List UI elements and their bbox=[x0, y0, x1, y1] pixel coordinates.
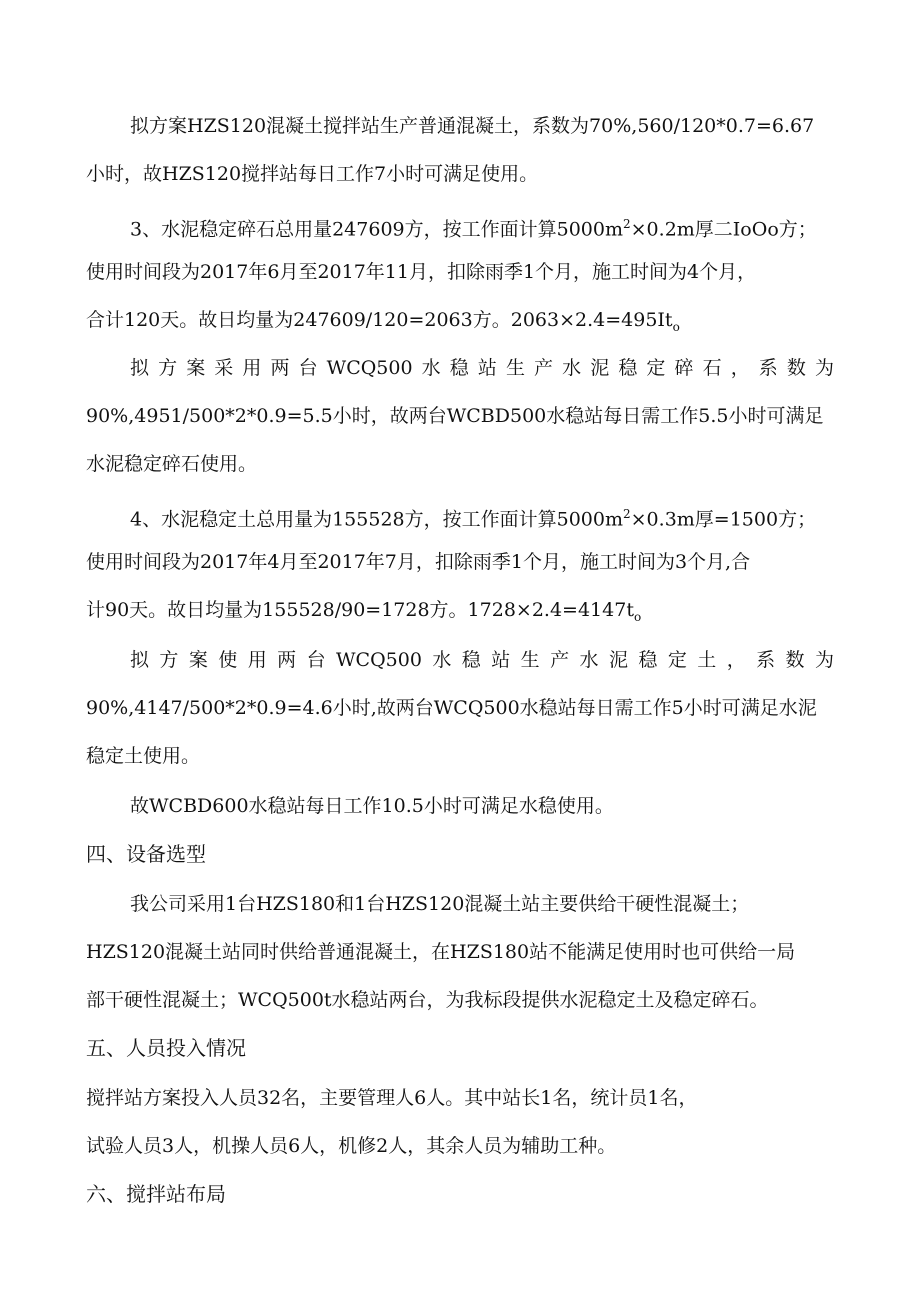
paragraph-line: 拟方案采用两台WCQ500水稳站生产水泥稳定碎石，系数为 bbox=[130, 357, 834, 379]
paragraph-line bbox=[130, 210, 834, 243]
paragraph-line: 拟方案使用两台WCQ500水稳站生产水泥稳定土，系数为 bbox=[130, 649, 834, 671]
text-run: ×0.3m厚=1500方； bbox=[630, 508, 817, 531]
paragraph-line: 90%,4951/500*2*0.9=5.5小时，故两台WCBD500水稳站每日需工作5.5小时可满足 bbox=[86, 405, 824, 427]
text-run: 合计120天。故日均量为247609/120=2063方。2063×2.4=495It bbox=[86, 309, 673, 331]
paragraph-line: 故WCBD600水稳站每日工作10.5小时可满足水稳使用。 bbox=[130, 795, 614, 817]
subscript: o bbox=[633, 609, 642, 624]
text-run: ×0.2m厚二IoOo方； bbox=[630, 218, 817, 241]
paragraph-line bbox=[86, 306, 834, 341]
paragraph-line: 水泥稳定碎石使用。 bbox=[86, 453, 258, 475]
section-heading: 四、设备选型 bbox=[86, 842, 206, 866]
paragraph-line: 使用时间段为2017年4月至2017年7月，扣除雨季1个月，施工时间为3个月,合 bbox=[86, 551, 751, 573]
text-run: 计90天。故日均量为155528/90=1728方。1728×2.4=4147t bbox=[86, 599, 634, 621]
paragraph-line: 使用时间段为2017年6月至2017年11月，扣除雨季1个月，施工时间为4个月， bbox=[86, 261, 757, 283]
paragraph-line bbox=[86, 596, 834, 631]
paragraph-line: 我公司采用1台HZS180和1台HZS120混凝土站主要供给干硬性混凝土； bbox=[130, 893, 750, 915]
paragraph-line: HZS120混凝土站同时供给普通混凝土，在HZS180站不能满足使用时也可供给一局 bbox=[86, 941, 796, 963]
paragraph-line: 小时，故HZS120搅拌站每日工作7小时可满足使用。 bbox=[86, 163, 539, 185]
text-run: 3、水泥稳定碎石总用量247609方，按工作面计算5000m bbox=[130, 218, 623, 241]
paragraph-line bbox=[130, 500, 834, 533]
superscript: 2 bbox=[623, 507, 631, 521]
subscript: o bbox=[672, 319, 680, 334]
paragraph-line: 搅拌站方案投入人员32名，主要管理人6人。其中站长1名，统计员1名， bbox=[86, 1087, 698, 1109]
paragraph-line: 部干硬性混凝土；WCQ500t水稳站两台，为我标段提供水泥稳定土及稳定碎石。 bbox=[86, 989, 769, 1011]
section-heading: 六、搅拌站布局 bbox=[86, 1182, 226, 1206]
paragraph-line: 90%,4147/500*2*0.9=4.6小时,故两台WCQ500水稳站每日需工作5小时可满足水泥 bbox=[86, 697, 817, 719]
paragraph-line: 拟方案HZS120混凝土搅拌站生产普通混凝土，系数为70%,560/120*0.7=6.67 bbox=[130, 115, 815, 137]
paragraph-line: 稳定土使用。 bbox=[86, 745, 201, 767]
section-heading: 五、人员投入情况 bbox=[86, 1036, 246, 1060]
paragraph-line: 试验人员3人，机操人员6人，机修2人，其余人员为辅助工种。 bbox=[86, 1135, 617, 1157]
text-run: 4、水泥稳定土总用量为155528方，按工作面计算5000m bbox=[130, 508, 623, 531]
superscript: 2 bbox=[623, 217, 631, 231]
